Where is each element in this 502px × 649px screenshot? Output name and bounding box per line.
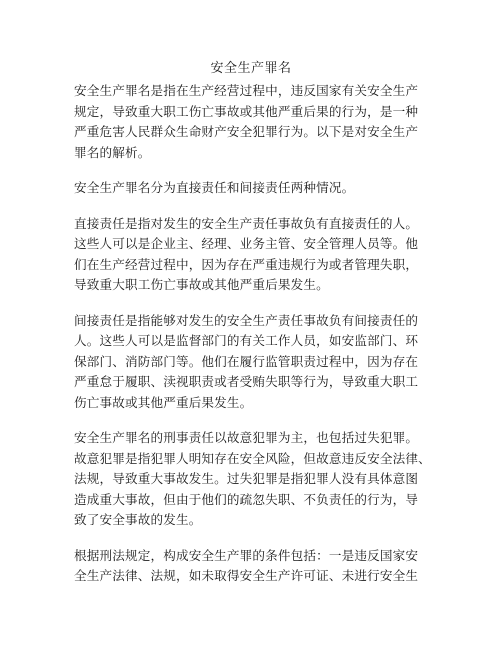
- paragraph-2: [74, 178, 436, 199]
- text-line: 造成重大事故，但由于他们的疏忽失职、不负责任的行为，导: [74, 491, 419, 507]
- paragraph-4: [74, 311, 436, 414]
- text-line: 根据刑法规定，构成安全生产罪的条件包括：一是违反国家安: [74, 547, 419, 563]
- text-line: 严重怠于履职、渎视职责或者受贿失职等行为，导致重大职工: [74, 374, 419, 389]
- text-line: 伤亡事故或其他严重后果发生。: [74, 394, 253, 410]
- text-line: 安全生产罪名分为直接责任和间接责任两种情况。: [74, 180, 355, 195]
- text-line: 规定，导致重大职工伤亡事故或其他严重后果的行为，是一种: [74, 103, 419, 119]
- text-line: 全生产法律、法规，如未取得安全生产许可证、未进行安全生: [74, 568, 419, 583]
- paragraph-6: [74, 546, 436, 587]
- text-line: 直接责任是指对发生的安全生产责任事故负有直接责任的人。: [74, 215, 419, 231]
- text-line: 间接责任是指能够对发生的安全生产责任事故负有间接责任的: [74, 312, 419, 328]
- text-line: 故意犯罪是指犯罪人明知存在安全风险，但故意违反安全法律、: [74, 450, 431, 466]
- paragraph-1: [74, 81, 436, 163]
- text-line: 人。这些人可以是监督部门的有关工作人员，如安监部门、环: [74, 333, 419, 348]
- paragraph-5: [74, 428, 436, 531]
- text-line: 法规，导致重大事故发生。过失犯罪是指犯罪人没有具体意图: [74, 471, 419, 486]
- text-line: 导致重大职工伤亡事故或其他严重后果发生。: [74, 277, 329, 292]
- text-line: 这些人可以是企业主、经理、业务主管、安全管理人员等。他: [74, 236, 419, 251]
- document-title: 安全生产罪名: [210, 61, 292, 76]
- text-line: 安全生产罪名的刑事责任以故意犯罪为主，也包括过失犯罪。: [74, 430, 419, 445]
- document-body: [74, 81, 436, 602]
- text-line: 安全生产罪名是指在生产经营过程中，违反国家有关安全生产: [74, 83, 419, 98]
- text-line: 致了安全事故的发生。: [74, 512, 202, 527]
- text-line: 罪名的解析。: [74, 144, 151, 160]
- text-line: 们在生产经营过程中，因为存在严重违规行为或者管理失职，: [74, 256, 419, 272]
- paragraph-3: [74, 214, 436, 296]
- text-line: 严重危害人民群众生命财产安全犯罪行为。以下是对安全生产: [74, 124, 419, 139]
- text-line: 保部门、消防部门等。他们在履行监管职责过程中，因为存在: [74, 353, 419, 369]
